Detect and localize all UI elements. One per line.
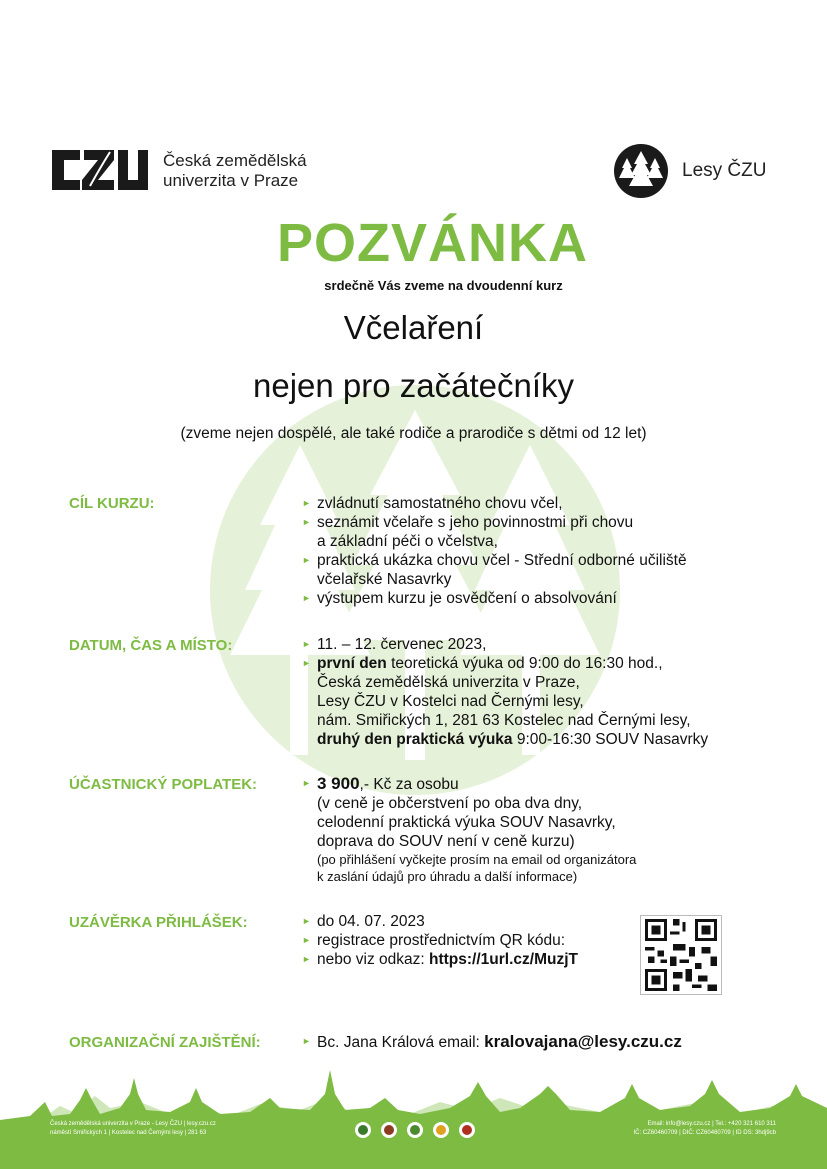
list-item: (v ceně je občerstvení po oba dva dny, (317, 795, 583, 812)
date-label: DATUM, ČAS A MÍSTO: (69, 637, 233, 654)
list-item: ► nebo viz odkaz: https://1url.cz/MuzjT (302, 951, 578, 968)
list-item: ► praktická ukázka chovu včel - Střední odborné učiliště (302, 552, 687, 569)
course-title-line2: nejen pro začátečníky (252, 367, 575, 404)
list-item: ► 3 900,- Kč za osobu (302, 774, 459, 793)
list-item: ► Bc. Jana Králová email: kralovajana@lesy.czu.cz (302, 1032, 682, 1051)
list-item: ► zvládnutí samostatného chovu včel, (302, 495, 563, 512)
organizer-label: ORGANIZAČNÍ ZAJIŠTĚNÍ: (69, 1034, 261, 1051)
list-item: (po přihlášení vyčkejte prosím na email od organizátora (317, 852, 637, 867)
czu-name-line1: Česká zemědělská (163, 151, 307, 170)
course-title-line1: Včelaření (343, 309, 484, 346)
list-item: Lesy ČZU v Kostelci nad Černými lesy, (317, 693, 584, 710)
audience-note: (zveme nejen dospělé, ale také rodiče a prarodiče s dětmi od 12 let) (180, 425, 647, 442)
registration-link[interactable]: https://1url.cz/MuzjT (429, 951, 578, 968)
footer-badges-icon (353, 1120, 483, 1140)
date-list (300, 635, 708, 749)
czu-name-line2: univerzita v Praze (163, 171, 299, 190)
czu-name (163, 151, 307, 191)
organizer-email[interactable]: kralovajana@lesy.czu.cz (484, 1032, 682, 1051)
list-item: druhý den praktická výuka 9:00-16:30 SOUV Nasavrky (317, 731, 709, 748)
czu-logo-icon (50, 146, 150, 194)
deadline-list (300, 912, 578, 969)
list-item: ► seznámit včelaře s jeho povinnostmi při chovu (302, 514, 634, 531)
list-item: k zaslání údajů pro úhradu a další informace) (317, 869, 578, 884)
lesy-name: Lesy ČZU (682, 160, 767, 181)
page-title: POZVÁNKA (276, 213, 588, 273)
list-item: ► první den teoretická výuka od 9:00 do 16:30 hod., (302, 655, 663, 672)
list-item: ► do 04. 07. 2023 (302, 913, 425, 930)
list-item: včelařské Nasavrky (317, 571, 452, 588)
footer-left: Česká zemědělská univerzita v Praze - Lesy ČZU | lesy.czu.cz náměstí Smiřických 1 | Kostelec nad Černými lesy | 281 63 (50, 1121, 216, 1136)
list-item: nám. Smiřických 1, 281 63 Kostelec nad Černými lesy, (317, 712, 691, 729)
list-item: Česká zemědělská univerzita v Praze, (317, 674, 580, 691)
organizer-list (300, 1032, 682, 1052)
list-item: celodenní praktická výuka SOUV Nasavrky, (317, 814, 616, 831)
list-item: a základní péči o včelstva, (317, 533, 498, 550)
footer-skyline (0, 1058, 827, 1169)
goal-list (300, 494, 687, 608)
list-item: ► výstupem kurzu je osvědčení o absolvování (302, 590, 617, 607)
list-item: doprava do SOUV není v ceně kurzu) (317, 833, 575, 850)
qr-code-icon[interactable] (640, 915, 722, 995)
fee-label: ÚČASTNICKÝ POPLATEK: (69, 776, 258, 793)
footer-right: Email: info@lesy.czu.cz | Tel.: +420 321 610 311 IČ: CZ60460709 | DIČ: CZ60460709 | ID DS: 3hdj9cb (633, 1121, 776, 1136)
deadline-label: UZÁVĚRKA PŘIHLÁŠEK: (69, 914, 248, 931)
goal-label: CÍL KURZU: (69, 495, 155, 512)
lesy-trees-logo-icon (614, 144, 668, 198)
fee-list (300, 774, 636, 885)
list-item: ► registrace prostřednictvím QR kódu: (302, 932, 566, 949)
list-item: ► 11. – 12. červenec 2023, (302, 636, 487, 653)
invite-line: srdečně Vás zveme na dvoudenní kurz (324, 278, 563, 293)
